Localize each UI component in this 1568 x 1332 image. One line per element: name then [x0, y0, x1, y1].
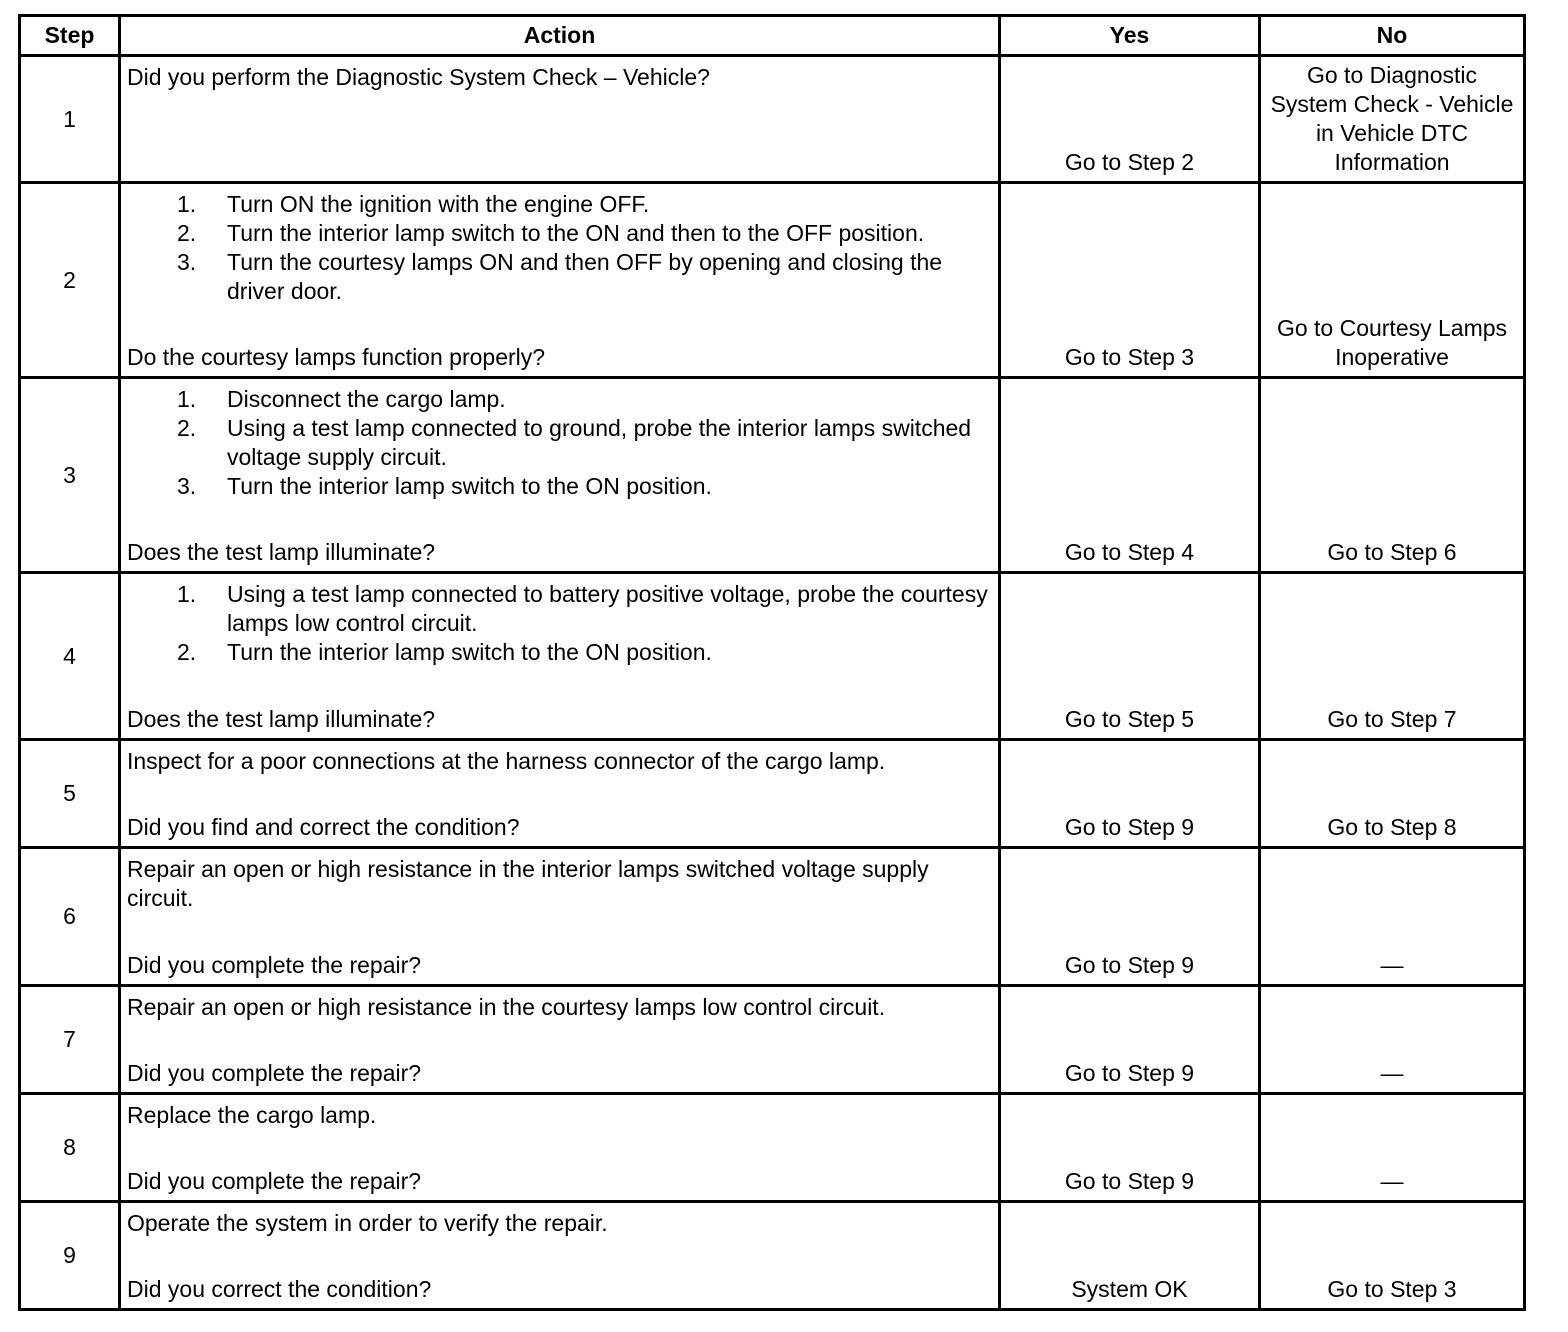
header-action: Action [120, 16, 1000, 56]
action-instruction: Replace the cargo lamp. [127, 1102, 377, 1128]
step-number: 3 [20, 378, 120, 573]
action-question: Did you find and correct the condition? [127, 814, 520, 840]
procedure-item [177, 190, 992, 219]
procedure-item-text: Turn ON the ignition with the engine OFF. [227, 191, 650, 217]
procedure-item-text: Turn the interior lamp switch to the ON position. [227, 639, 712, 665]
yes-result: Go to Step 2 [1000, 56, 1260, 183]
step-number: 6 [20, 848, 120, 986]
action-cell [120, 740, 1000, 848]
procedure-item-number: 1. [177, 191, 197, 217]
action-instruction: Inspect for a poor connections at the harness connector of the cargo lamp. [127, 748, 886, 774]
yes-result: Go to Step 3 [1000, 183, 1260, 378]
procedure-item-number: 1. [177, 581, 197, 607]
procedure-item-text: Turn the interior lamp switch to the ON position. [227, 473, 712, 499]
step-number: 9 [20, 1202, 120, 1310]
header-step: Step [20, 16, 120, 56]
no-result: Go to Step 3 [1260, 1202, 1525, 1310]
step-number: 2 [20, 183, 120, 378]
procedure-item-number: 2. [177, 415, 197, 441]
table-row [20, 986, 1525, 1094]
procedure-item [177, 472, 992, 501]
procedure-item-text: Using a test lamp connected to battery positive voltage, probe the courtesy lamps low control circuit. [227, 581, 988, 636]
diagnostic-table [18, 14, 1526, 1311]
yes-result: Go to Step 9 [1000, 740, 1260, 848]
yes-result: System OK [1000, 1202, 1260, 1310]
procedure-item-text: Using a test lamp connected to ground, probe the interior lamps switched voltage supply circuit. [227, 415, 972, 470]
no-result: — [1260, 986, 1525, 1094]
procedure-item [177, 219, 992, 248]
yes-result: Go to Step 9 [1000, 1094, 1260, 1202]
yes-result: Go to Step 9 [1000, 848, 1260, 986]
procedure-item [177, 385, 992, 414]
procedure-item [177, 248, 992, 306]
procedure-list [127, 190, 992, 306]
action-question: Does the test lamp illuminate? [127, 706, 436, 732]
action-question: Does the test lamp illuminate? [127, 539, 436, 565]
table-row [20, 1202, 1525, 1310]
procedure-item-number: 2. [177, 220, 197, 246]
header-yes: Yes [1000, 16, 1260, 56]
step-number: 1 [20, 56, 120, 183]
procedure-list [127, 580, 992, 667]
step-number: 8 [20, 1094, 120, 1202]
table-row [20, 740, 1525, 848]
no-result: — [1260, 848, 1525, 986]
procedure-item [177, 414, 992, 472]
procedure-item-number: 3. [177, 473, 197, 499]
table-body [20, 56, 1525, 1310]
procedure-item [177, 638, 992, 667]
table-row [20, 56, 1525, 183]
table-row [20, 183, 1525, 378]
action-question: Did you complete the repair? [127, 952, 422, 978]
no-result: Go to Step 6 [1260, 378, 1525, 573]
no-result: Go to Step 8 [1260, 740, 1525, 848]
action-cell [120, 848, 1000, 986]
action-instruction: Repair an open or high resistance in the courtesy lamps low control circuit. [127, 994, 886, 1020]
header-no: No [1260, 16, 1525, 56]
procedure-list [127, 385, 992, 501]
procedure-item-number: 2. [177, 639, 197, 665]
action-question: Do the courtesy lamps function properly? [127, 344, 546, 370]
step-number: 4 [20, 573, 120, 740]
procedure-item-number: 1. [177, 386, 197, 412]
procedure-item [177, 580, 992, 638]
yes-result: Go to Step 9 [1000, 986, 1260, 1094]
action-question: Did you correct the condition? [127, 1276, 432, 1302]
procedure-item-text: Turn the interior lamp switch to the ON and then to the OFF position. [227, 220, 925, 246]
action-instruction: Did you perform the Diagnostic System Check – Vehicle? [127, 64, 710, 90]
table-row [20, 848, 1525, 986]
action-cell [120, 1094, 1000, 1202]
table-row [20, 378, 1525, 573]
table-row [20, 573, 1525, 740]
action-cell [120, 56, 1000, 183]
action-cell [120, 183, 1000, 378]
no-result: Go to Courtesy Lamps Inoperative [1260, 183, 1525, 378]
yes-result: Go to Step 5 [1000, 573, 1260, 740]
step-number: 5 [20, 740, 120, 848]
step-number: 7 [20, 986, 120, 1094]
header-row [20, 16, 1525, 56]
no-result: — [1260, 1094, 1525, 1202]
action-cell [120, 986, 1000, 1094]
yes-result: Go to Step 4 [1000, 378, 1260, 573]
procedure-item-text: Disconnect the cargo lamp. [227, 386, 506, 412]
procedure-item-number: 3. [177, 249, 197, 275]
no-result: Go to Diagnostic System Check - Vehicle in Vehicle DTC Information [1260, 56, 1525, 183]
action-question: Did you complete the repair? [127, 1168, 422, 1194]
action-cell [120, 378, 1000, 573]
table-row [20, 1094, 1525, 1202]
procedure-item-text: Turn the courtesy lamps ON and then OFF by opening and closing the driver door. [227, 249, 943, 304]
action-question: Did you complete the repair? [127, 1060, 422, 1086]
action-instruction: Repair an open or high resistance in the interior lamps switched voltage supply circuit. [127, 856, 929, 911]
action-instruction: Operate the system in order to verify the repair. [127, 1210, 608, 1236]
action-cell [120, 573, 1000, 740]
action-cell [120, 1202, 1000, 1310]
no-result: Go to Step 7 [1260, 573, 1525, 740]
